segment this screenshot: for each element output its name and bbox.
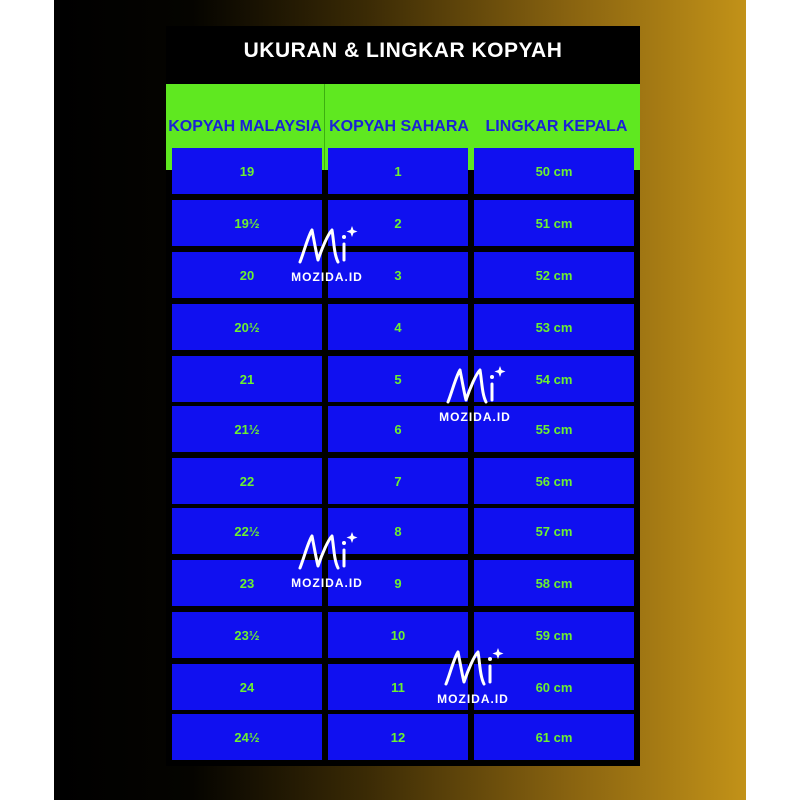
cell-kopyah-malaysia: 22 <box>172 458 322 504</box>
mozida-watermark <box>282 222 372 288</box>
watermark-text: MOZIDA.ID <box>291 270 363 284</box>
cell-kopyah-malaysia: 19½ <box>172 200 322 246</box>
cell-kopyah-malaysia: 24 <box>172 664 322 710</box>
cell-kopyah-sahara: 12 <box>328 714 468 760</box>
cell-kopyah-malaysia: 23 <box>172 560 322 606</box>
cell-kopyah-malaysia: 21 <box>172 356 322 402</box>
chart-title: UKURAN & LINGKAR KOPYAH <box>243 39 563 62</box>
cell-lingkar-kepala: 61 cm <box>474 714 634 760</box>
cell-kopyah-sahara: 10 <box>328 612 468 658</box>
mozida-watermark <box>430 362 520 428</box>
cell-kopyah-malaysia: 20½ <box>172 304 322 350</box>
mozida-watermark <box>282 528 372 594</box>
cell-lingkar-kepala: 50 cm <box>474 148 634 194</box>
cell-kopyah-malaysia: 20 <box>172 252 322 298</box>
cell-lingkar-kepala: 58 cm <box>474 560 634 606</box>
mozida-logo-icon <box>440 644 506 692</box>
cell-kopyah-malaysia: 22½ <box>172 508 322 554</box>
header-lingkar-kepala: LINGKAR KEPALA <box>485 118 628 135</box>
cell-kopyah-sahara: 7 <box>328 458 468 504</box>
cell-lingkar-kepala: 55 cm <box>474 406 634 452</box>
watermark-text: MOZIDA.ID <box>437 692 509 706</box>
cell-lingkar-kepala: 60 cm <box>474 664 634 710</box>
watermark-text: MOZIDA.ID <box>439 410 511 424</box>
cell-kopyah-sahara: 2 <box>328 200 468 246</box>
cell-lingkar-kepala: 56 cm <box>474 458 634 504</box>
cell-lingkar-kepala: 53 cm <box>474 304 634 350</box>
cell-kopyah-malaysia: 19 <box>172 148 322 194</box>
cell-kopyah-sahara: 9 <box>328 560 468 606</box>
cell-kopyah-sahara: 4 <box>328 304 468 350</box>
header-kopyah-malaysia: KOPYAH MALAYSIA <box>168 118 322 135</box>
watermark-text: MOZIDA.ID <box>291 576 363 590</box>
cell-lingkar-kepala: 52 cm <box>474 252 634 298</box>
cell-lingkar-kepala: 57 cm <box>474 508 634 554</box>
cell-kopyah-sahara: 5 <box>328 356 468 402</box>
cell-lingkar-kepala: 59 cm <box>474 612 634 658</box>
cell-kopyah-malaysia: 21½ <box>172 406 322 452</box>
cell-lingkar-kepala: 54 cm <box>474 356 634 402</box>
mozida-logo-icon <box>442 362 508 410</box>
cell-kopyah-sahara: 1 <box>328 148 468 194</box>
mozida-watermark <box>428 644 518 710</box>
cell-kopyah-malaysia: 23½ <box>172 612 322 658</box>
mozida-logo-icon <box>294 222 360 270</box>
cell-kopyah-malaysia: 24½ <box>172 714 322 760</box>
header-kopyah-sahara: KOPYAH SAHARA <box>329 118 469 135</box>
mozida-logo-icon <box>294 528 360 576</box>
cell-kopyah-sahara: 8 <box>328 508 468 554</box>
size-chart <box>166 26 640 766</box>
cell-lingkar-kepala: 51 cm <box>474 200 634 246</box>
cell-kopyah-sahara: 3 <box>328 252 468 298</box>
cell-kopyah-sahara: 11 <box>328 664 468 710</box>
cell-kopyah-sahara: 6 <box>328 406 468 452</box>
